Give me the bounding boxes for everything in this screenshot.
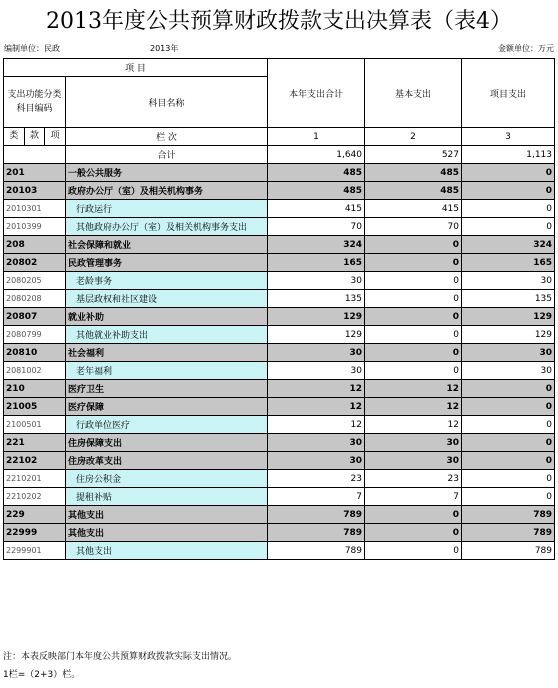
row-total: 23 [268,470,365,488]
row-code: 2299901 [4,542,66,560]
kuan-label: 款 [25,128,46,145]
item-header: 项 目 [4,59,268,77]
row-basic: 12 [365,416,462,434]
row-total: 30 [268,452,365,470]
row-basic: 485 [365,164,462,182]
row-project: 0 [462,380,555,398]
row-basic: 7 [365,488,462,506]
row-total: 165 [268,254,365,272]
row-total: 129 [268,326,365,344]
row-basic: 70 [365,218,462,236]
row-code: 2080205 [4,272,66,290]
table-row [4,380,555,398]
row-code: 20802 [4,254,66,272]
xiang-label: 项 [50,131,60,141]
row-code: 2100501 [4,416,66,434]
header-row-item [4,59,555,77]
col1-index: 1 [268,128,365,146]
total-col2: 527 [365,146,462,164]
row-name: 其他支出 [66,524,268,542]
row-code: 221 [4,434,66,452]
lanci-label: 栏 次 [66,128,268,146]
table-row [4,254,555,272]
row-total: 485 [268,182,365,200]
table-row [4,164,555,182]
row-basic: 0 [365,290,462,308]
row-basic: 0 [365,344,462,362]
row-project: 789 [462,542,555,560]
row-name: 一般公共服务 [66,164,268,182]
row-code: 21005 [4,398,66,416]
row-project: 30 [462,272,555,290]
row-project: 789 [462,524,555,542]
row-name: 住房保障支出 [66,434,268,452]
notes [3,648,237,684]
row-total: 7 [268,488,365,506]
row-total: 135 [268,290,365,308]
row-name: 医疗卫生 [66,380,268,398]
total-label: 合计 [66,146,268,164]
row-basic: 0 [365,308,462,326]
row-name: 住房改革支出 [66,452,268,470]
table-row [4,362,555,380]
report-title: 2013年度公共预算财政拨款支出决算表（表4） [46,9,512,34]
row-total: 12 [268,416,365,434]
row-name: 住房公积金 [66,470,268,488]
col2-index: 2 [365,128,462,146]
col3-header: 项目支出 [462,59,555,128]
row-code: 2210202 [4,488,66,506]
row-name: 其他支出 [66,542,268,560]
row-total: 12 [268,380,365,398]
func-class-header: 支出功能分类科目编码 [7,90,62,114]
total-col3: 1,113 [462,146,555,164]
row-project: 0 [462,164,555,182]
table-row [4,398,555,416]
row-code: 2210201 [4,470,66,488]
table-row [4,200,555,218]
table-row [4,218,555,236]
table-row [4,488,555,506]
row-total: 789 [268,524,365,542]
row-basic: 0 [365,236,462,254]
row-name: 医疗保障 [66,398,268,416]
col1-header: 本年支出合计 [268,59,365,128]
row-total: 30 [268,272,365,290]
table-row [4,272,555,290]
row-code: 210 [4,380,66,398]
row-code: 208 [4,236,66,254]
row-project: 129 [462,308,555,326]
row-basic: 23 [365,470,462,488]
row-total: 30 [268,344,365,362]
row-name: 其他支出 [66,506,268,524]
row-code: 2080799 [4,326,66,344]
table-row [4,470,555,488]
unit-label: 编制单位：民政 [4,44,60,53]
row-name: 行政单位医疗 [66,416,268,434]
row-project: 30 [462,362,555,380]
table-row [4,308,555,326]
row-total: 12 [268,398,365,416]
row-name: 社会福利 [66,344,268,362]
row-code: 20810 [4,344,66,362]
row-basic: 12 [365,380,462,398]
row-code: 20807 [4,308,66,326]
row-project: 129 [462,326,555,344]
row-basic: 485 [365,182,462,200]
row-project: 0 [462,434,555,452]
row-code: 22999 [4,524,66,542]
table-row [4,416,555,434]
row-name: 政府办公厅（室）及相关机构事务 [66,182,268,200]
row-basic: 415 [365,200,462,218]
row-name: 社会保障和就业 [66,236,268,254]
table-row [4,344,555,362]
row-total: 129 [268,308,365,326]
subject-name-header: 科目名称 [66,77,268,128]
row-basic: 0 [365,542,462,560]
row-basic: 0 [365,254,462,272]
row-total: 485 [268,164,365,182]
row-total: 70 [268,218,365,236]
lei-label: 类 [4,128,25,145]
row-name: 基层政权和社区建设 [66,290,268,308]
row-project: 0 [462,398,555,416]
note-line-1: 注：本表反映部门本年度公共预算财政拨款实际支出情况。 [3,652,238,662]
row-total: 30 [268,434,365,452]
row-basic: 0 [365,326,462,344]
row-project: 135 [462,290,555,308]
row-name: 提租补贴 [66,488,268,506]
table-row [4,506,555,524]
row-project: 0 [462,488,555,506]
row-basic: 30 [365,434,462,452]
row-project: 0 [462,218,555,236]
table-row [4,434,555,452]
row-basic: 0 [365,524,462,542]
row-total: 789 [268,506,365,524]
table-row [4,326,555,344]
row-code: 2010301 [4,200,66,218]
row-name: 行政运行 [66,200,268,218]
table-row [4,236,555,254]
note-line-2: 1栏=（2+3）栏。 [3,670,81,680]
row-project: 0 [462,200,555,218]
total-row [4,146,555,164]
row-code: 2080208 [4,290,66,308]
row-project: 789 [462,506,555,524]
row-basic: 12 [365,398,462,416]
row-total: 789 [268,542,365,560]
row-name: 其他就业补助支出 [66,326,268,344]
currency-label: 金额单位：万元 [498,44,554,53]
row-project: 165 [462,254,555,272]
col3-index: 3 [462,128,555,146]
row-name: 就业补助 [66,308,268,326]
row-code: 22102 [4,452,66,470]
expenditure-table [3,58,555,560]
row-total: 415 [268,200,365,218]
row-code: 2081002 [4,362,66,380]
table-row [4,290,555,308]
row-basic: 0 [365,506,462,524]
row-total: 30 [268,362,365,380]
row-code: 20103 [4,182,66,200]
table-row [4,542,555,560]
row-code: 2010399 [4,218,66,236]
row-basic: 30 [365,452,462,470]
header-row-index [4,128,555,146]
year-label: 2013年 [150,44,179,53]
row-project: 0 [462,470,555,488]
row-project: 0 [462,452,555,470]
row-name: 老年福利 [66,362,268,380]
row-code: 201 [4,164,66,182]
row-name: 其他政府办公厅（室）及相关机构事务支出 [66,218,268,236]
col2-header: 基本支出 [365,59,462,128]
total-col1: 1,640 [268,146,365,164]
table-row [4,182,555,200]
row-code: 229 [4,506,66,524]
row-name: 民政管理事务 [66,254,268,272]
row-name: 老龄事务 [66,272,268,290]
row-project: 324 [462,236,555,254]
table-row [4,524,555,542]
row-project: 0 [462,182,555,200]
row-basic: 0 [365,272,462,290]
row-basic: 0 [365,362,462,380]
row-project: 0 [462,416,555,434]
row-project: 30 [462,344,555,362]
table-row [4,452,555,470]
row-total: 324 [268,236,365,254]
